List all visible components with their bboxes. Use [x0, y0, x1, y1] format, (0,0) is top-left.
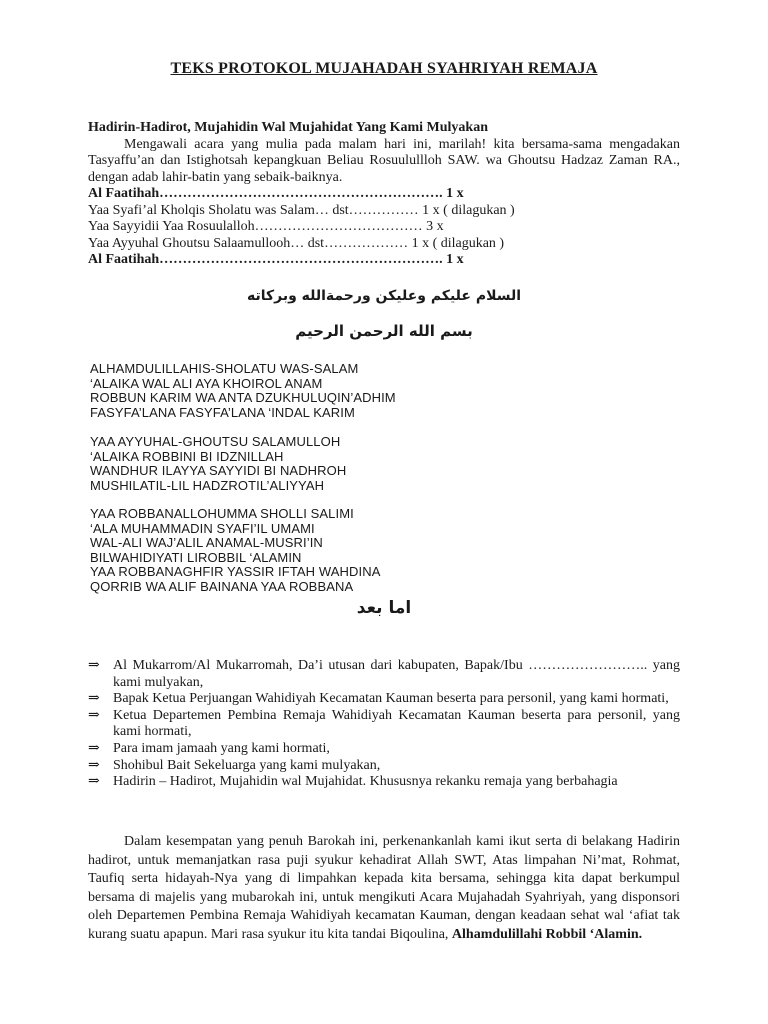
shalawat-stanza-2	[90, 435, 346, 493]
stanza-line: ‘ALA MUHAMMADIN SYAFI’IL UMAMI	[90, 520, 315, 536]
opening-section	[88, 120, 680, 269]
stanza-line: ROBBUN KARIM WA ANTA DZUKHULUQIN’ADHIM	[90, 390, 396, 406]
list-item	[88, 774, 680, 791]
stanza-line: BILWAHIDIYATI LIROBBIL ‘ALAMIN	[90, 549, 302, 565]
list-item	[88, 758, 680, 775]
list-item	[88, 658, 680, 691]
stanza-line: QORRIB WA ALIF BAINANA YAA ROBBANA	[90, 578, 354, 594]
stanza-line: WANDHUR ILAYYA SAYYIDI BI NADHROH	[90, 463, 347, 479]
stanza-line: YAA ROBBANAGHFIR YASSIR IFTAH WAHDINA	[90, 564, 381, 580]
stanza-line: ‘ALAIKA ROBBINI BI IDZNILLAH	[90, 448, 284, 464]
shalawat-stanza-3	[90, 507, 380, 595]
prayer-line-5: Al Faatihah……………………………………………………. 1 x	[88, 252, 464, 267]
opening-paragraph: Mengawali acara yang mulia pada malam hari ini, marilah! kita bersama-sama mengadakan Tasyaffu’an dan Istighotsah kepangkuan Beliau Rosuulullloh SAW. wa Ghoutsu Hadzaz Zaman RA., dengan adab lahir-batin yang sebaik-baiknya.	[88, 136, 680, 185]
stanza-line: WAL-ALI WAJ’ALIL ANAMAL-MUSRI’IN	[90, 535, 323, 551]
closing-text: Dalam kesempatan yang penuh Barokah ini, perkenankanlah kami ikut serta di belakang Hadirin hadirot, untuk memanjatkan rasa puji syukur kehadirat Allah SWT, Atas limpahan Ni’mat, Rohmat, Taufiq serta hidayah-Nya yang di limpahkan kepada kita bersama, sehingga kita dapat berkumpul bersama di majelis yang mubarokah ini, untuk mengikuti Acara Mujahadah Syahriyah, yang disponsori oleh Departemen Pembina Remaja Wahidiyah kecamatan Kauman, dengan keadaan sehat wal ‘afiat tak kurang suatu apapun. Mari rasa syukur itu kita tandai Biqoulina,	[88, 834, 680, 942]
list-item-text: Hadirin – Hadirot, Mujahidin wal Mujahidat. Khususnya rekanku remaja yang berbahagia	[113, 774, 618, 790]
prayer-line-2: Yaa Syafi’al Kholqis Sholatu was Salam… dst…………… 1 x ( dilagukan )	[88, 202, 515, 218]
list-item-text: Al Mukarrom/Al Mukarromah, Da’i utusan dari kabupaten, Bapak/Ibu …………………….. yang kami mulyakan,	[113, 658, 680, 690]
stanza-line: MUSHILATIL-LIL HADZROTIL’ALIYYAH	[90, 477, 325, 493]
prayer-line-3: Yaa Sayyidii Yaa Rosuulalloh……………………………… 3 x	[88, 219, 444, 234]
salutation-list	[88, 658, 680, 791]
closing-bold-phrase: Alhamdulillahi Robbil ‘Alamin.	[451, 926, 643, 942]
arabic-basmalah: بسم الله الرحمن الرحيم	[295, 322, 473, 340]
arrow-icon: ⇒	[88, 658, 100, 673]
list-item-text: Para imam jamaah yang kami hormati,	[113, 740, 330, 756]
arabic-amma-badu: اما بعد	[356, 598, 412, 618]
stanza-line: YAA ROBBANALLOHUMMA SHOLLI SALIMI	[90, 506, 354, 521]
arrow-icon: ⇒	[88, 774, 100, 790]
arrow-icon: ⇒	[88, 757, 100, 773]
greeting-heading: Hadirin-Hadirot, Mujahidin Wal Mujahidat Yang Kami Mulyakan	[88, 120, 488, 135]
stanza-line: FASYFA’LANA FASYFA’LANA ‘INDAL KARIM	[90, 404, 355, 420]
stanza-line: YAA AYYUHAL-GHOUTSU SALAMULLOH	[90, 434, 341, 449]
list-item	[88, 741, 680, 758]
arrow-icon: ⇒	[88, 707, 100, 723]
shalawat-stanza-1	[90, 362, 396, 420]
prayer-line-4: Yaa Ayyuhal Ghoutsu Salaamullooh… dst……………… 1 x ( dilagukan )	[88, 235, 505, 251]
list-item-text: Bapak Ketua Perjuangan Wahidiyah Kecamatan Kauman beserta para personil, yang kami hormati,	[113, 691, 669, 707]
list-item	[88, 691, 680, 708]
document-title: TEKS PROTOKOL MUJAHADAH SYAHRIYAH REMAJA	[170, 60, 598, 77]
stanza-line: ‘ALAIKA WAL ALI AYA KHOIROL ANAM	[90, 375, 323, 391]
arrow-icon: ⇒	[88, 740, 100, 756]
list-item-text: Shohibul Bait Sekeluarga yang kami mulyakan,	[113, 757, 381, 773]
stanza-line: ALHAMDULILLAHIS-SHOLATU WAS-SALAM	[90, 361, 359, 376]
list-item-text: Ketua Departemen Pembina Remaja Wahidiyah Kecamatan Kauman beserta para personil, yang kami hormati,	[113, 707, 680, 740]
closing-paragraph	[88, 833, 680, 944]
arrow-icon: ⇒	[88, 691, 100, 707]
prayer-line-1: Al Faatihah……………………………………………………. 1 x	[88, 186, 464, 201]
arabic-salam: السلام عليكم وعليكن ورحمةالله وبركاته	[246, 288, 522, 304]
list-item	[88, 708, 680, 741]
